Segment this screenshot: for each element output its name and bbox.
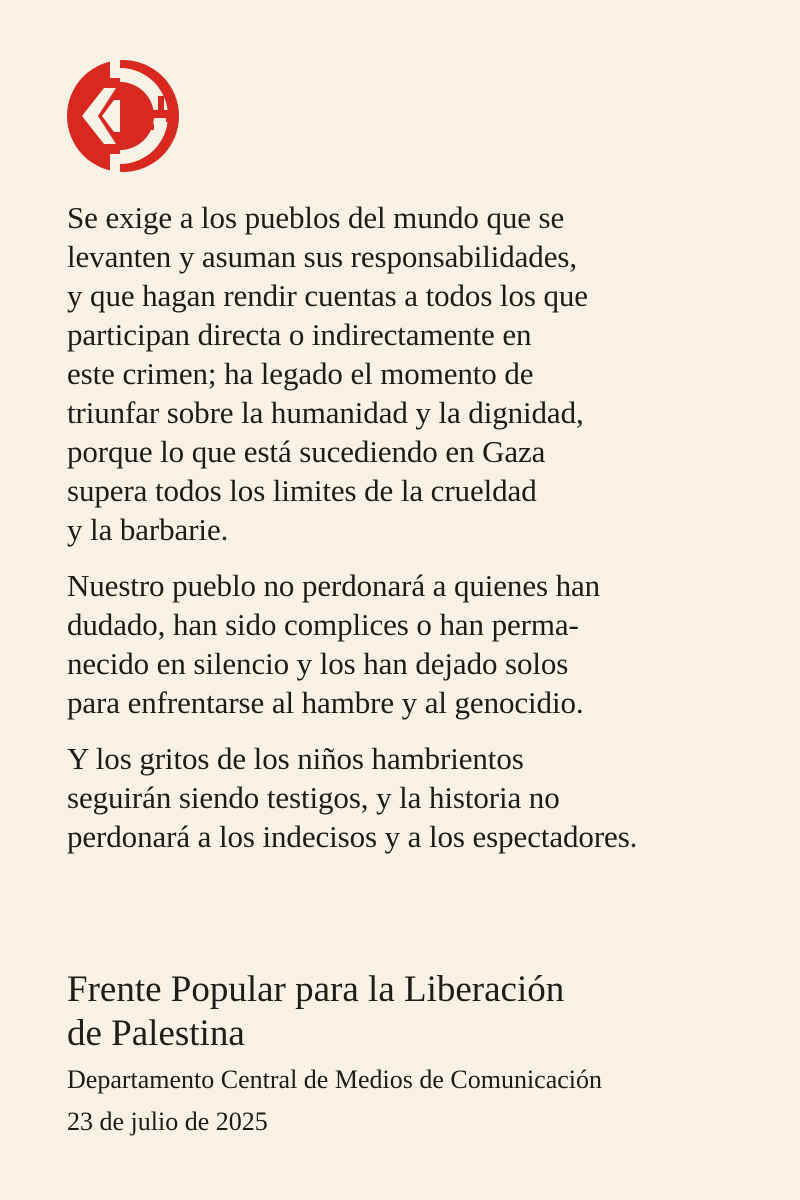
text-line: dudado, han sido complices o han perma- [67, 607, 579, 642]
text-line: supera todos los limites de la crueldad [67, 473, 537, 508]
organization-name-line-1: Frente Popular para la Liberación [67, 969, 565, 1010]
text-line: Nuestro pueblo no perdonará a quienes han [67, 568, 601, 603]
text-line: Se exige a los pueblos del mundo que se [67, 200, 565, 235]
text-line: participan directa o indirectamente en [67, 317, 532, 352]
text-line: necido en silencio y los han dejado solos [67, 646, 569, 681]
text-line: y que hagan rendir cuentas a todos los que [67, 278, 588, 313]
statement-paragraph-1 [67, 198, 757, 549]
text-line: triunfar sobre la humanidad y la dignidad, [67, 395, 584, 430]
text-line: perdonará a los indecisos y a los espectadores. [67, 819, 638, 854]
organization-name-line-2: de Palestina [67, 1013, 245, 1054]
statement-paragraph-2 [67, 566, 757, 722]
text-line: seguirán siendo testigos, y la historia no [67, 780, 560, 815]
text-line: y la barbarie. [67, 512, 229, 547]
statement-date: 23 de julio de 2025 [67, 1107, 268, 1136]
text-line: Y los gritos de los niños hambrientos [67, 741, 524, 776]
text-line: porque lo que está sucediendo en Gaza [67, 434, 546, 469]
text-line: para enfrentarse al hambre y al genocidio. [67, 685, 584, 720]
organization-name [67, 968, 757, 1056]
text-line: este crimen; ha legado el momento de [67, 356, 534, 391]
department-name: Departamento Central de Medios de Comunicación [67, 1065, 603, 1094]
statement-body [67, 198, 757, 856]
pflp-emblem-icon [62, 58, 184, 174]
text-line: levanten y asuman sus responsabilidades, [67, 239, 577, 274]
statement-paragraph-3 [67, 739, 757, 856]
